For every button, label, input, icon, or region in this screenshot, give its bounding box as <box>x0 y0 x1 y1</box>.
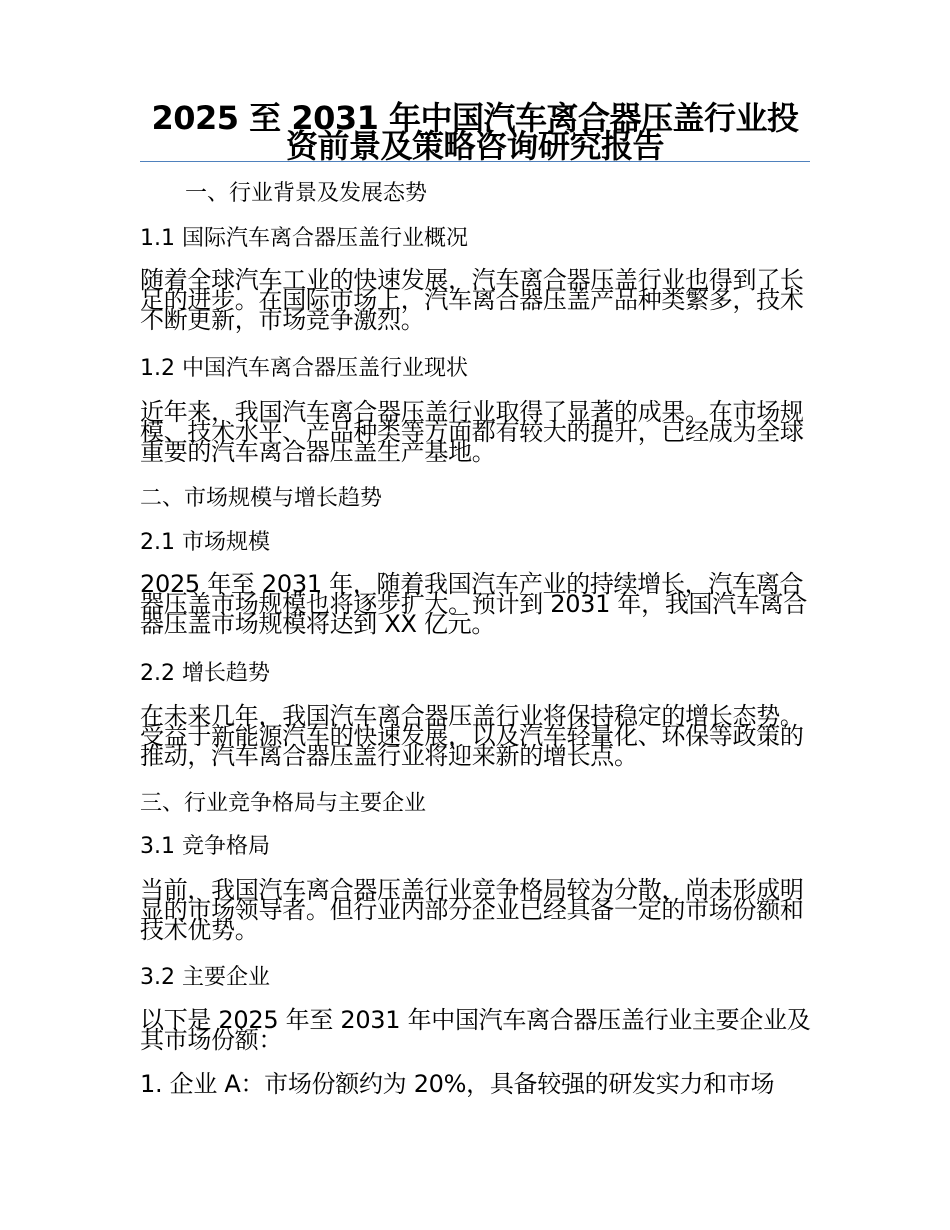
section-heading-1: 一、行业背景及发展态势 <box>185 181 428 206</box>
paragraph-2-1: 2025 年至 2031 年，随着我国汽车产业的持续增长，汽车离合器压盖市场规模也将逐步扩大。预计到 2031 年，我国汽车离合器压盖市场规模将达到 XX 亿元。 <box>140 570 808 638</box>
paragraph-1-1: 随着全球汽车工业的快速发展，汽车离合器压盖行业也得到了长足的进步。在国际市场上，汽车离合器压盖产品种类繁多，技术不断更新，市场竞争激烈。 <box>140 266 804 334</box>
subsection-heading-2-1: 2.1 市场规模 <box>140 530 270 555</box>
paragraph-3-2: 以下是 2025 年至 2031 年中国汽车离合器压盖行业主要企业及其市场份额： <box>140 1006 811 1054</box>
subsection-heading-1-2: 1.2 中国汽车离合器压盖行业现状 <box>140 356 468 381</box>
subsection-heading-3-2: 3.2 主要企业 <box>140 965 270 990</box>
paragraph-2-2: 在未来几年，我国汽车离合器压盖行业将保持稳定的增长态势。受益于新能源汽车的快速发展，以及汽车轻量化、环保等政策的推动，汽车离合器压盖行业将迎来新的增长点。 <box>140 702 804 770</box>
subsection-heading-3-1: 3.1 竞争格局 <box>140 834 270 859</box>
document-title: 2025 至 2031 年中国汽车离合器压盖行业投资前景及策略咨询研究报告 <box>151 99 799 165</box>
subsection-heading-1-1: 1.1 国际汽车离合器压盖行业概况 <box>140 226 468 251</box>
title-underline <box>140 161 810 162</box>
section-heading-2: 二、市场规模与增长趋势 <box>140 486 383 511</box>
subsection-heading-2-2: 2.2 增长趋势 <box>140 661 270 686</box>
paragraph-1-2: 近年来，我国汽车离合器压盖行业取得了显著的成果。在市场规模、技术水平、产品种类等方面都有较大的提升，已经成为全球重要的汽车离合器压盖生产基地。 <box>140 398 804 466</box>
list-item-company-a: 1. 企业 A：市场份额约为 20%，具备较强的研发实力和市场 <box>140 1070 775 1098</box>
paragraph-3-1: 当前，我国汽车离合器压盖行业竞争格局较为分散，尚未形成明显的市场领导者。但行业内部分企业已经具备一定的市场份额和技术优势。 <box>140 876 804 944</box>
section-heading-3: 三、行业竞争格局与主要企业 <box>140 791 427 816</box>
